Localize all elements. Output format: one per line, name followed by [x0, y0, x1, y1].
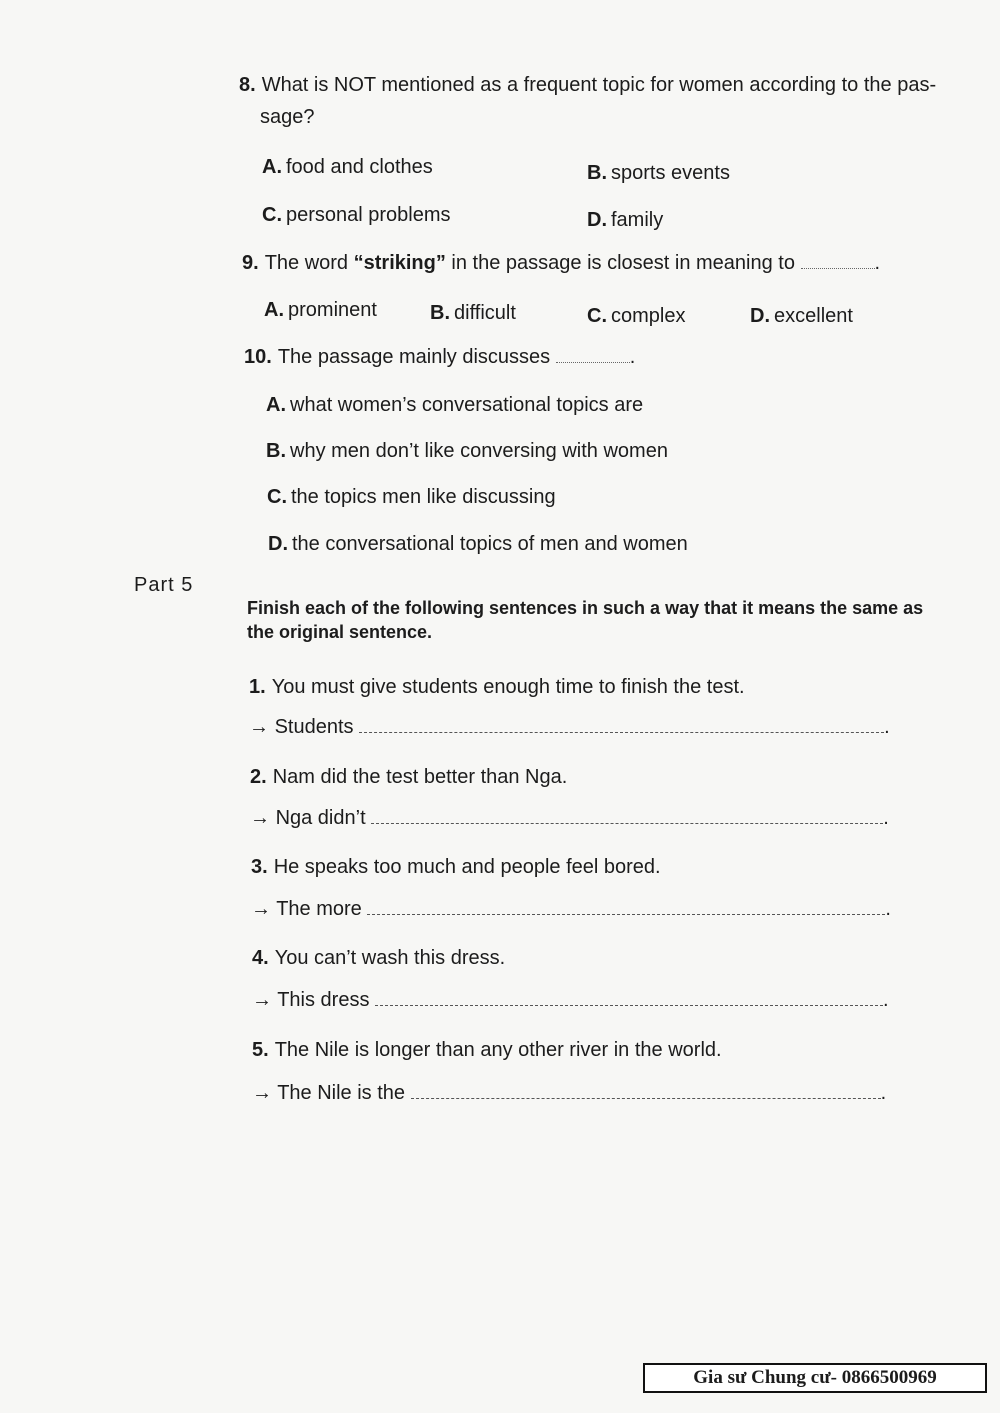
q8-option-c[interactable]: [262, 201, 451, 229]
q8-option-b[interactable]: [587, 159, 730, 187]
rewrite-line-4: → This dress .: [252, 989, 889, 1011]
q10-option-a[interactable]: [266, 391, 643, 419]
option-letter: B.: [587, 162, 607, 184]
option-text: what women’s conversational topics are: [290, 394, 644, 416]
original-sentence: You must give students enough time to finish the test.: [271, 676, 745, 698]
option-text: excellent: [774, 305, 853, 327]
q8-option-d[interactable]: [587, 206, 663, 234]
option-letter: D.: [268, 533, 288, 555]
option-text: complex: [611, 305, 686, 327]
rewrite-prompt: This dress: [277, 989, 370, 1011]
rewrite-prompt: The Nile is the: [277, 1082, 406, 1104]
answer-blank[interactable]: [367, 900, 885, 915]
rewrite-line-2: → Nga didn’t .: [250, 807, 889, 829]
question-8-continuation: [260, 102, 315, 132]
question-10: 10. The passage mainly discusses .: [244, 346, 636, 368]
answer-blank[interactable]: [411, 1084, 881, 1099]
rewrite-item-4: [252, 943, 505, 973]
part-5-label: Part 5: [134, 574, 194, 596]
original-sentence: The Nile is longer than any other river in the world.: [274, 1039, 722, 1061]
question-number: 10.: [244, 346, 272, 368]
item-number: 5.: [252, 1039, 269, 1061]
arrow-icon: →: [252, 989, 272, 1011]
question-8: [239, 70, 959, 100]
question-number: 9.: [242, 252, 259, 274]
keyword: “striking”: [353, 252, 446, 274]
part-5-instruction: Finish each of the following sentences in such a way that it means the same as the original sentence.: [247, 598, 924, 642]
option-text: why men don’t like conversing with women: [290, 440, 668, 462]
rewrite-prompt: Students: [274, 716, 354, 738]
original-sentence: Nam did the test better than Nga.: [272, 766, 568, 788]
option-text: difficult: [454, 302, 516, 324]
option-letter: C.: [587, 305, 607, 327]
q9-option-c[interactable]: [587, 302, 685, 330]
option-letter: D.: [587, 209, 607, 231]
answer-blank[interactable]: [556, 348, 630, 363]
arrow-icon: →: [250, 807, 270, 829]
option-letter: C.: [262, 204, 282, 226]
q9-option-b[interactable]: [430, 299, 516, 327]
rewrite-line-1: → Students .: [249, 716, 890, 738]
q9-option-d[interactable]: [750, 302, 853, 330]
option-letter: B.: [266, 440, 286, 462]
question-text: sage?: [260, 106, 315, 128]
option-letter: A.: [264, 299, 284, 321]
rewrite-item-5: [252, 1035, 722, 1065]
option-letter: C.: [267, 486, 287, 508]
rewrite-line-3: → The more .: [251, 898, 891, 920]
item-number: 4.: [252, 947, 269, 969]
q8-option-a[interactable]: [262, 153, 433, 181]
option-text: the topics men like discussing: [291, 486, 556, 508]
question-number: 8.: [239, 74, 256, 96]
option-text: prominent: [288, 299, 377, 321]
q10-option-c[interactable]: [267, 483, 556, 511]
q10-option-d[interactable]: [268, 530, 688, 558]
rewrite-item-2: [250, 762, 567, 792]
question-text: in the passage is closest in meaning to: [445, 252, 795, 274]
question-text: The passage mainly discusses: [277, 346, 551, 368]
option-letter: B.: [430, 302, 450, 324]
question-9: 9. The word “striking” in the passage is closest in meaning to .: [242, 252, 881, 274]
rewrite-line-5: → The Nile is the .: [252, 1082, 887, 1104]
answer-blank[interactable]: [359, 718, 884, 733]
arrow-icon: →: [251, 898, 271, 920]
option-letter: A.: [262, 156, 282, 178]
original-sentence: You can’t wash this dress.: [274, 947, 506, 969]
item-number: 3.: [251, 856, 268, 878]
option-text: sports events: [611, 162, 730, 184]
answer-blank[interactable]: [371, 809, 883, 824]
rewrite-prompt: Nga didn’t: [275, 807, 366, 829]
option-text: food and clothes: [286, 156, 433, 178]
option-text: the conversational topics of men and women: [292, 533, 688, 555]
answer-blank[interactable]: [801, 254, 875, 269]
option-text: personal problems: [286, 204, 451, 226]
option-letter: D.: [750, 305, 770, 327]
question-text: The word: [264, 252, 354, 274]
item-number: 2.: [250, 766, 267, 788]
original-sentence: He speaks too much and people feel bored.: [273, 856, 661, 878]
item-number: 1.: [249, 676, 266, 698]
rewrite-prompt: The more: [276, 898, 362, 920]
question-text: What is NOT mentioned as a frequent topic for women according to the pas-: [261, 74, 937, 96]
option-letter: A.: [266, 394, 286, 416]
arrow-icon: →: [252, 1082, 272, 1104]
arrow-icon: →: [249, 716, 269, 738]
footer-credit: Gia sư Chung cư- 0866500969: [643, 1363, 987, 1393]
rewrite-item-3: [251, 852, 661, 882]
rewrite-item-1: [249, 672, 745, 702]
q9-option-a[interactable]: [264, 296, 377, 324]
q10-option-b[interactable]: [266, 437, 668, 465]
option-text: family: [611, 209, 664, 231]
answer-blank[interactable]: [375, 991, 883, 1006]
